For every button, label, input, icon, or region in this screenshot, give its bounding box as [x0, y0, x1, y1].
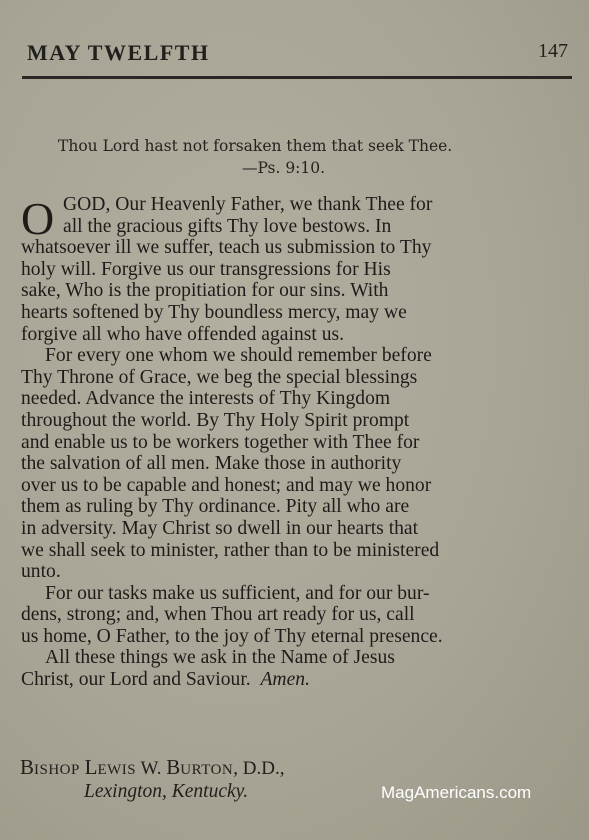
prayer-line: unto.	[21, 561, 61, 583]
prayer-line: throughout the world. By Thy Holy Spirit prompt	[21, 409, 410, 431]
prayer-line: sake, Who is the propitiation for our sins. With	[21, 280, 389, 302]
prayer-line: we shall seek to minister, rather than to be ministered	[21, 539, 440, 561]
prayer-line: All these things we ask in the Name of Jesus	[45, 647, 395, 669]
author-name: BISHOP LEWIS W. BURTON, D.D.,	[20, 755, 285, 779]
watermark: MagAmericans.com	[381, 783, 532, 802]
prayer-line: needed. Advance the interests of Thy Kingdom	[21, 388, 391, 410]
prayer-text	[21, 194, 581, 691]
header-rule	[22, 76, 572, 79]
prayer-line: them as ruling by Thy ordinance. Pity all who are	[21, 496, 410, 518]
prayer-line: the salvation of all men. Make those in authority	[21, 453, 402, 475]
prayer-line: dens, strong; and, when Thou art ready for us, call	[21, 604, 415, 626]
prayer-line: For every one whom we should remember before	[45, 345, 432, 367]
epigraph-citation: —Ps. 9:10.	[242, 159, 326, 177]
epigraph-verse: Thou Lord hast not forsaken them that seek Thee.	[58, 137, 453, 155]
prayer-line: in adversity. May Christ so dwell in our hearts that	[21, 517, 419, 539]
prayer-line: GOD, Our Heavenly Father, we thank Thee for	[63, 194, 433, 215]
prayer-line: forgive all who have offended against us.	[21, 323, 345, 345]
prayer-line: and enable us to be workers together with Thee for	[21, 431, 420, 453]
author-location: Lexington, Kentucky.	[84, 781, 249, 802]
amen: Amen.	[260, 669, 310, 691]
prayer-line: For our tasks make us sufficient, and for our bur-	[45, 582, 430, 604]
page-number: 147	[538, 40, 568, 62]
prayer-line: over us to be capable and honest; and may we honor	[21, 474, 432, 496]
prayer-line: Thy Throne of Grace, we beg the special blessings	[21, 366, 418, 388]
prayer-line: holy will. Forgive us our transgressions for His	[21, 258, 391, 280]
prayer-line: us home, O Father, to the joy of Thy eternal presence.	[21, 625, 443, 647]
drop-cap: O	[21, 193, 55, 244]
page-heading: MAY TWELFTH	[27, 40, 210, 65]
prayer-line: all the gracious gifts Thy love bestows. In	[63, 215, 392, 237]
prayer-line: whatsoever ill we suffer, teach us submission to Thy	[21, 237, 432, 259]
prayer-line: hearts softened by Thy boundless mercy, may we	[21, 301, 407, 323]
prayer-line: Christ, our Lord and Saviour. Amen.	[21, 669, 310, 691]
